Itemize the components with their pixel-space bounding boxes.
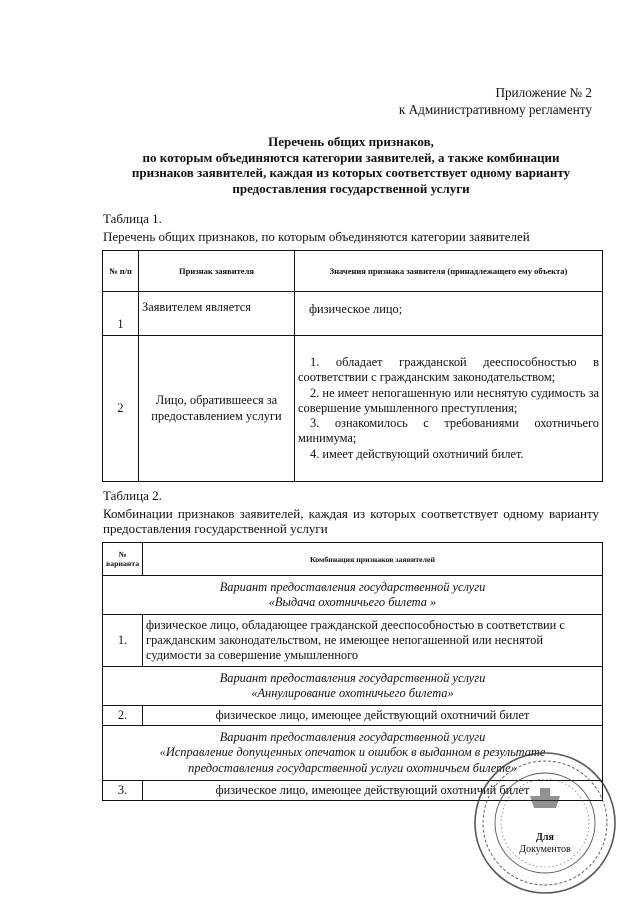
col-header-num: № п/п [103,251,139,292]
table-row [103,336,603,482]
title-line-2: по которым объединяются категории заявителей, а также комбинации [142,149,560,165]
table-row [103,706,603,726]
col-header-variant-num: № варианта [103,543,143,576]
table-header-row [103,251,603,292]
variant-heading-line: Вариант предоставления государственной услуги [219,730,486,745]
annex-reference: к Административному регламенту [398,102,592,117]
list-item: 3. ознакомилось с требованиями охотничьего минимума; [298,416,599,446]
variant-heading-row [103,576,603,615]
col-header-combination: Комбинация признаков заявителей [143,543,603,576]
document-title [96,134,606,196]
title-line-3: признаков заявителей, каждая из которых соответствует одному варианту [131,165,571,180]
variant-heading [103,576,603,615]
variant-combination: физическое лицо, имеющее действующий охотничий билет [143,781,603,801]
variant-num: 1. [103,615,143,667]
title-line-4: предоставления государственной услуги [232,180,470,196]
table1-label: Таблица 1. [103,211,162,226]
list-item: 4. имеет действующий охотничий билет. [310,446,524,461]
variant-name-cont: предоставления государственной услуги охотничьем билете» [188,760,517,775]
variant-name: «Исправление допущенных опечаток и ошибок в выданном в результате [159,745,546,760]
variant-combination: физическое лицо, имеющее действующий охотничий билет [143,706,603,726]
variant-name: «Аннулирование охотничьего билета» [251,686,454,700]
variant-num: 2. [103,706,143,726]
variant-name: «Выдача охотничьего билета » [268,595,437,609]
table2-label: Таблица 2. [103,488,162,503]
variant-num: 3. [103,781,143,801]
stamp-seal-icon [470,748,620,898]
variant-heading-line: Вариант предоставления государственной услуги [219,670,486,685]
table2-caption: Комбинации признаков заявителей, каждая из которых соответствует одному варианту предоставления государственной услуги [103,506,599,536]
table-row [103,292,603,336]
stamp-text-line-2: Документов [519,844,571,855]
row-feature: Заявителем является [139,292,295,336]
row-feature: Лицо, обратившееся за предоставлением услуги [139,336,295,482]
table-header-row [103,543,603,576]
variant-heading-row [103,667,603,706]
col-header-value: Значения признака заявителя (принадлежащего ему объекта) [295,251,603,292]
table-row [103,615,603,667]
table1-caption: Перечень общих признаков, по которым объединяются категории заявителей [103,229,530,244]
variant-heading-line: Вариант предоставления государственной услуги [219,579,486,594]
row-num: 2 [103,336,139,482]
annex-number: Приложение № 2 [495,85,592,100]
row-value: физическое лицо; [295,292,603,336]
list-item: 1. обладает гражданской дееспособностью в соответствии с гражданским законодательством; [298,355,599,385]
round-stamp [470,748,620,898]
variant-heading [103,667,603,706]
stamp-text-line-1: Для [536,832,554,843]
col-header-feature: Признак заявителя [139,251,295,292]
variant-combination: физическое лицо, обладающее гражданской дееспособностью в соответствии с гражданским законодательством, не имеющее непогашенной или неснятой судимости за совершение умышленного [143,615,603,667]
features-table [102,250,603,482]
list-item: 2. не имеет непогашенную или неснятую судимость за совершение умышленного преступления; [298,385,599,415]
row-values [295,336,603,482]
row-num: 1 [103,292,139,336]
title-line-1: Перечень общих признаков, [268,134,434,149]
annex-header [399,84,592,118]
